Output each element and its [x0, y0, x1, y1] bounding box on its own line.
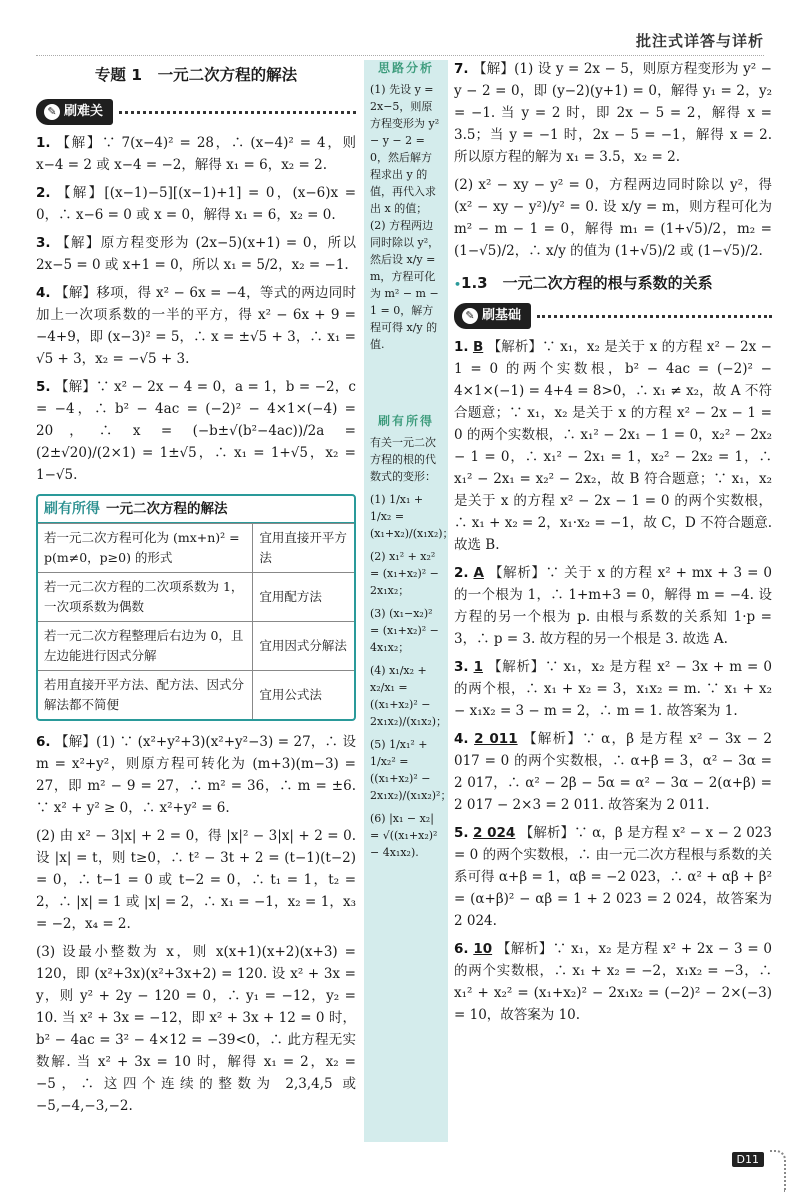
answer-value: 2 011	[474, 731, 518, 747]
table-cell: 若一元二次方程可化为 (mx+n)² = p(m≠0，p≥0) 的形式	[38, 524, 253, 573]
item-number: 6.	[454, 941, 469, 957]
answer-item-4	[36, 282, 356, 370]
table-row	[38, 524, 354, 573]
item-number: 4.	[36, 285, 51, 301]
item-text: 【解】[(x−1)−5][(x−1)+1] = 0，(x−6)x = 0，∴ x−6 = 0 或 x = 0，解得 x₁ = 6，x₂ = 0.	[36, 185, 357, 223]
answer-item-6-part-2: (2) 由 x² − 3|x| + 2 = 0，得 |x|² − 3|x| + 2 = 0. 设 |x| = t，则 t≥0，∴ t² − 3t + 2 = (t−1)(t−2) = 0，∴ t−1 = 0 或 t−2 = 0，∴ t₁ = 1，t₂ = 2，∴ |x| = 1 或 |x| = 2，∴ x₁ = −1，x₂ = 1，x₃ = −2，x₄ = 2.	[36, 828, 356, 932]
item-text: 【解】(1) ∵ (x²+y²+3)(x²+y²−3) = 27，∴ 设 m = x²+y²，则原方程可转化为 (m+3)(m−3) = 27，即 m² − 9 = 27，∴ m² = 36，∴ m = ±6. ∵ x² + y² ≥ 0，∴ x²+y² = 6.	[36, 734, 356, 816]
answer-item-7	[454, 58, 772, 168]
item-text: 【解析】∵ x₁，x₂ 是关于 x 的方程 x² − 2x − 1 = 0 的两个实数根，b² − 4ac = (−2)² − 4×1×(−1) = 4+4 = 8>0，∴ x₁ ≠ x₂，故 A 不符合题意；∵ x₁，x₂ 是关于 x 的方程 x² − 2x − 1 = 0 的两个实数根，∴ x₁² − 2x₁ − 1 = 0，x₂² − 2x₂ − 1 = 0，∴ x₁² − 2x₁ = 1，x₂² − 2x₂ = 1，∴ x₁² − 2x₁ = x₂² − 2x₂，故 B 符合题意；∵ x₁，x₂ 是关于 x 的方程 x² − 2x − 1 = 0 的两个实数根，∴ x₁ + x₂ = 2，x₁·x₂ = −1，故 C，D 不符合题意. 故选 B.	[454, 339, 772, 553]
left-column	[36, 58, 356, 1123]
answer-item-5	[36, 376, 356, 486]
answer-value: 2 024	[472, 825, 516, 841]
answer-item-6	[36, 731, 356, 819]
answer-item-1	[36, 132, 356, 176]
table-row	[38, 573, 354, 622]
gain-intro: 有关一元二次方程的根的代数式的变形：	[370, 436, 436, 483]
formula-line: (3) (x₁−x₂)² = (x₁+x₂)² − 4x₁x₂；	[370, 607, 439, 654]
section-title-text: 1.3 一元二次方程的根与系数的关系	[461, 274, 713, 292]
table-cell: 若一元二次方程整理后右边为 0，且左边能进行因式分解	[38, 622, 253, 671]
page-header-title: 批注式详答与详析	[635, 32, 764, 50]
item-text: 【解】(1) 设 y = 2x − 5，则原方程变形为 y² − y − 2 = 0，即 (y−2)(y+1) = 0，解得 y₁ = 2，y₂ = −1. 当 y = 2 时，即 2x − 5 = 2，解得 x = 3.5；当 y = −1 时，2x − 5 = −1，解得 x = 2. 所以原方程的解为 x₁ = 3.5，x₂ = 2.	[454, 61, 772, 165]
table-cell: 宜用配方法	[253, 573, 354, 622]
answer-value: 10	[473, 941, 493, 957]
table-cell: 宜用直接开平方法	[253, 524, 354, 573]
summary-title: 一元二次方程的解法	[106, 501, 228, 517]
item-number: 1.	[454, 339, 469, 355]
analysis-title: 思路分析	[377, 61, 434, 75]
item-number: 1.	[36, 135, 51, 151]
answer-item-r2	[454, 562, 772, 650]
badge-row-basic	[454, 302, 772, 330]
item-text: 【解析】∵ x₁，x₂ 是方程 x² − 3x + m = 0 的两个根，∴ x₁ + x₂ = 3，x₁x₂ = m. ∵ x₁ + x₂ − x₁x₂ = 3 − m = 2，∴ m = 1. 故答案为 1.	[454, 659, 772, 719]
badge-basic-label: 刷基础	[482, 308, 522, 323]
item-number: 5.	[36, 379, 51, 395]
table-row	[38, 622, 354, 671]
gain-note	[370, 413, 454, 861]
dotted-rule	[119, 111, 356, 114]
item-text: 【解】原方程变形为 (2x−5)(x+1) = 0，所以 2x−5 = 0 或 x+1 = 0，所以 x₁ = 5/2，x₂ = −1.	[36, 235, 356, 273]
badge-basic	[454, 303, 531, 329]
summary-box	[36, 494, 356, 721]
summary-label: 刷有所得	[44, 501, 100, 517]
item-number: 4.	[454, 731, 469, 747]
table-row	[38, 671, 354, 720]
badge-hard-label: 刷难关	[64, 104, 104, 119]
answer-value: B	[472, 339, 484, 355]
answer-item-3	[36, 232, 356, 276]
answer-item-r1	[454, 336, 772, 556]
table-cell: 宜用因式分解法	[253, 622, 354, 671]
answer-item-2	[36, 182, 356, 226]
analysis-note	[370, 60, 442, 353]
item-text: 【解】∵ 7(x−4)² = 28，∴ (x−4)² = 4，则 x−4 = 2 或 x−4 = −2，解得 x₁ = 6，x₂ = 2.	[36, 135, 356, 173]
formula-line: (2) x₁² + x₂² = (x₁+x₂)² − 2x₁x₂；	[370, 550, 439, 597]
formula-line: (5) 1/x₁² + 1/x₂² = ((x₁+x₂)² − 2x₁x₂)/(x₁x₂)²；	[370, 738, 452, 802]
item-number: 7.	[454, 61, 469, 77]
item-text: 【解】移项，得 x² − 6x = −4，等式的两边同时加上一次项系数的一半的平方，得 x² − 6x + 9 = −4+9，即 (x−3)² = 5，∴ x = ±√5 + 3，∴ x₁ = √5 + 3，x₂ = −√5 + 3.	[36, 285, 356, 367]
formula-line: (1) 1/x₁ + 1/x₂ = (x₁+x₂)/(x₁x₂)；	[370, 493, 454, 540]
summary-table	[38, 523, 354, 719]
answer-value: A	[473, 565, 484, 581]
item-text: 【解析】∵ α，β 是方程 x² − 3x − 2 017 = 0 的两个实数根，∴ α+β = 3，α² − 3α = 2 017，∴ α² − 2β − 5α = α² − 3α − 2(α+β) = 2 017 − 2×3 = 2 011. 故答案为 2 011.	[454, 731, 773, 813]
answer-item-r6	[454, 938, 772, 1026]
answer-item-r3	[454, 656, 772, 722]
formula-line: (4) x₁/x₂ + x₂/x₁ = ((x₁+x₂)² − 2x₁x₂)/(x₁x₂)；	[370, 664, 448, 728]
formula-line: (6) |x₁ − x₂| = √((x₁+x₂)² − 4x₁x₂).	[370, 812, 438, 859]
item-number: 6.	[36, 734, 51, 750]
item-number: 2.	[36, 185, 51, 201]
answer-item-r5	[454, 822, 772, 932]
page-number: D11	[732, 1152, 764, 1167]
item-text: 【解析】∵ x₁，x₂ 是方程 x² + 2x − 3 = 0 的两个实数根，∴ x₁ + x₂ = −2，x₁x₂ = −3，∴ x₁² + x₂² = (x₁+x₂)² − 2x₁x₂ = (−2)² − 2×(−3) = 10，故答案为 10.	[454, 941, 773, 1023]
star-icon: •	[454, 278, 462, 291]
item-text: 【解析】∵ 关于 x 的方程 x² + mx + 3 = 0 的一个根为 1，∴ 1+m+3 = 0，解得 m = −4. 设方程的另一个根为 p. 由根与系数的关系知 1·p = 3，∴ p = 3. 故方程的另一个根是 3. 故选 A.	[454, 565, 772, 647]
brush-icon: ✎	[462, 308, 478, 324]
brush-icon: ✎	[44, 104, 60, 120]
topic-title: 专题 1 一元二次方程的解法	[94, 66, 298, 84]
badge-row-hard	[36, 98, 356, 126]
analysis-text: (1) 先设 y = 2x−5，则原方程变形为 y² − y − 2 = 0，然后解方程求出 y 的值，再代入求出 x 的值；(2) 方程两边同时除以 y²，然后设 x/y = m，方程可化为 m² − m − 1 = 0，解方程可得 x/y 的值.	[370, 83, 440, 351]
item-number: 5.	[454, 825, 469, 841]
table-cell: 若一元二次方程的二次项系数为 1，一次项系数为偶数	[38, 573, 253, 622]
answer-item-r4	[454, 728, 772, 816]
table-cell: 若用直接开平方法、配方法、因式分解法都不简便	[38, 671, 253, 720]
side-note-column	[364, 60, 454, 1142]
item-number: 2.	[454, 565, 469, 581]
answer-item-7-part-2: (2) x² − xy − y² = 0，方程两边同时除以 y²，得 (x² − xy − y²)/y² = 0. 设 x/y = m，则方程可化为 m² − m − 1 = 0，解得 m₁ = (1+√5)/2，m₂ = (1−√5)/2，∴ x/y 的值为 (1+√5)/2 或 (1−√5)/2.	[454, 177, 772, 259]
section-title	[454, 272, 772, 296]
answer-value: 1	[473, 659, 483, 675]
header-divider	[36, 55, 764, 56]
right-column	[454, 58, 772, 1032]
item-text: 【解析】∵ α，β 是方程 x² − x − 2 023 = 0 的两个实数根，∴ 由一元二次方程根与系数的关系可得 α+β = 1，αβ = −2 023，∴ α² + αβ + β² = (α+β)² − αβ = 1 + 2 023 = 2 024，故答案为 2 024.	[454, 825, 772, 929]
dotted-rule	[537, 315, 772, 318]
page-corner-decoration	[770, 1150, 786, 1192]
item-number: 3.	[454, 659, 469, 675]
item-text: 【解】∵ x² − 2x − 4 = 0，a = 1，b = −2，c = −4，∴ b² − 4ac = (−2)² − 4×1×(−4) = 20，∴ x = (−b±√(b²−4ac))/2a = (2±√20)/(2×1) = 1±√5，∴ x₁ = 1+√5，x₂ = 1−√5.	[36, 379, 356, 483]
answer-item-6-part-3: (3) 设最小整数为 x，则 x(x+1)(x+2)(x+3) = 120，即 (x²+3x)(x²+3x+2) = 120. 设 x² + 3x = y，则 y² + 2y − 120 = 0，∴ y₁ = −12，y₂ = 10. 当 x² + 3x = −12，即 x² + 3x + 12 = 0 时，b² − 4ac = 3² − 4×12 = −39<0，∴ 此方程无实数解. 当 x² + 3x = 10 时，解得 x₁ = 2，x₂ = −5，∴ 这四个连续的整数为 2,3,4,5 或 −5,−4,−3,−2.	[36, 944, 356, 1114]
table-cell: 宜用公式法	[253, 671, 354, 720]
item-number: 3.	[36, 235, 51, 251]
summary-header	[38, 496, 354, 523]
gain-title: 刷有所得	[377, 414, 434, 428]
badge-hard	[36, 99, 113, 125]
